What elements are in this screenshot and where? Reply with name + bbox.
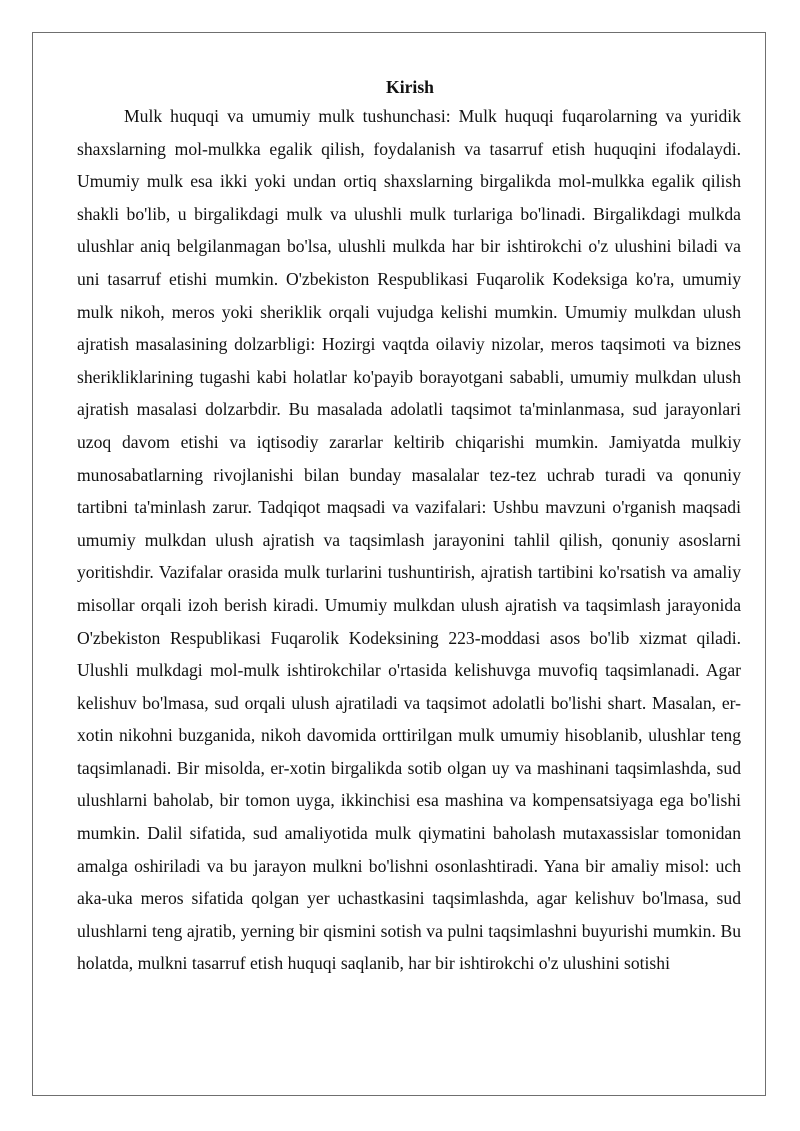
document-title: Kirish [386,77,434,97]
body-paragraph: Mulk huquqi va umumiy mulk tushunchasi: Mulk huquqi fuqarolarning va yuridik shaxslarning mol-mulkka egalik qilish, foydalanish va tasarruf etish huquqini ifodalaydi. Umumiy mulk esa ikki yoki undan ortiq shaxslarning birgalikda mol-mulkka egalik qilish shakli bo'lib, u birgalikdagi mulk va ulushli mulk turlariga bo'linadi. Birgalikdagi mulkda ulushlar aniq belgilanmagan bo'lsa, ulushli mulkda har bir ishtirokchi o'z ulushini biladi va uni tasarruf etishi mumkin. O'zbekiston Respublikasi Fuqarolik Kodeksiga ko'ra, umumiy mulk nikoh, meros yoki sheriklik orqali vujudga kelishi mumkin. Umumiy mulkdan ulush ajratish masalasining dolzarbligi: Hozirgi vaqtda oilaviy nizolar, meros taqsimoti va biznes sherikliklarining tugashi kabi holatlar ko'payib borayotgani sababli, umumiy mulkdan ulush ajratish masalasi dolzarbdir. Bu masalada adolatli taqsimot ta'minlanmasa, sud jarayonlari uzoq davom etishi va iqtisodiy zararlar keltirib chiqarishi mumkin. Jamiyatda mulkiy munosabatlarning rivojlanishi bilan bunday masalalar tez-tez uchrab turadi va qonuniy tartibni ta'minlash zarur. Tadqiqot maqsadi va vazifalari: Ushbu mavzuni o'rganish maqsadi umumiy mulkdan ulush ajratish va taqsimlash jarayonini tahlil qilish, qonuniy asoslarni yoritishdir. Vazifalar orasida mulk turlarini tushuntirish, ajratish tartibini ko'rsatish va amaliy misollar orqali izoh berish kiradi. Umumiy mulkdan ulush ajratish va taqsimlash jarayonida O'zbekiston Respublikasi Fuqarolik Kodeksining 223-moddasi asos bo'lib xizmat qiladi. Ulushli mulkdagi mol-mulk ishtirokchilar o'rtasida kelishuvga muvofiq taqsimlanadi. Agar kelishuv bo'lmasa, sud orqali ulush ajratiladi va taqsimot adolatli bo'lishi shart. Masalan, er-xotin nikohni buzganida, nikoh davomida orttirilgan mulk umumiy hisoblanib, ulushlar teng taqsimlanadi. Bir misolda, er-xotin birgalikda sotib olgan uy va mashinani taqsimlashda, sud ulushlarni baholab, bir tomon uyga, ikkinchisi esa mashina va kompensatsiyaga ega bo'lishi mumkin. Dalil sifatida, sud amaliyotida mulk qiymatini baholash mutaxassislar tomonidan amalga oshiriladi va bu jarayon mulkni bo'lishni osonlashtiradi. Yana bir amaliy misol: uch aka-uka meros sifatida qolgan yer uchastkasini taqsimlashda, agar kelishuv bo'lmasa, sud ulushlarni teng ajratib, yerning bir qismini sotish va pulni taqsimlashni buyurishi mumkin. Bu holatda, mulkni tasarruf etish huquqi saqlanib, har bir ishtirokchi o'z ulushini sotishi [77,106,741,974]
document-content [77,74,741,980]
